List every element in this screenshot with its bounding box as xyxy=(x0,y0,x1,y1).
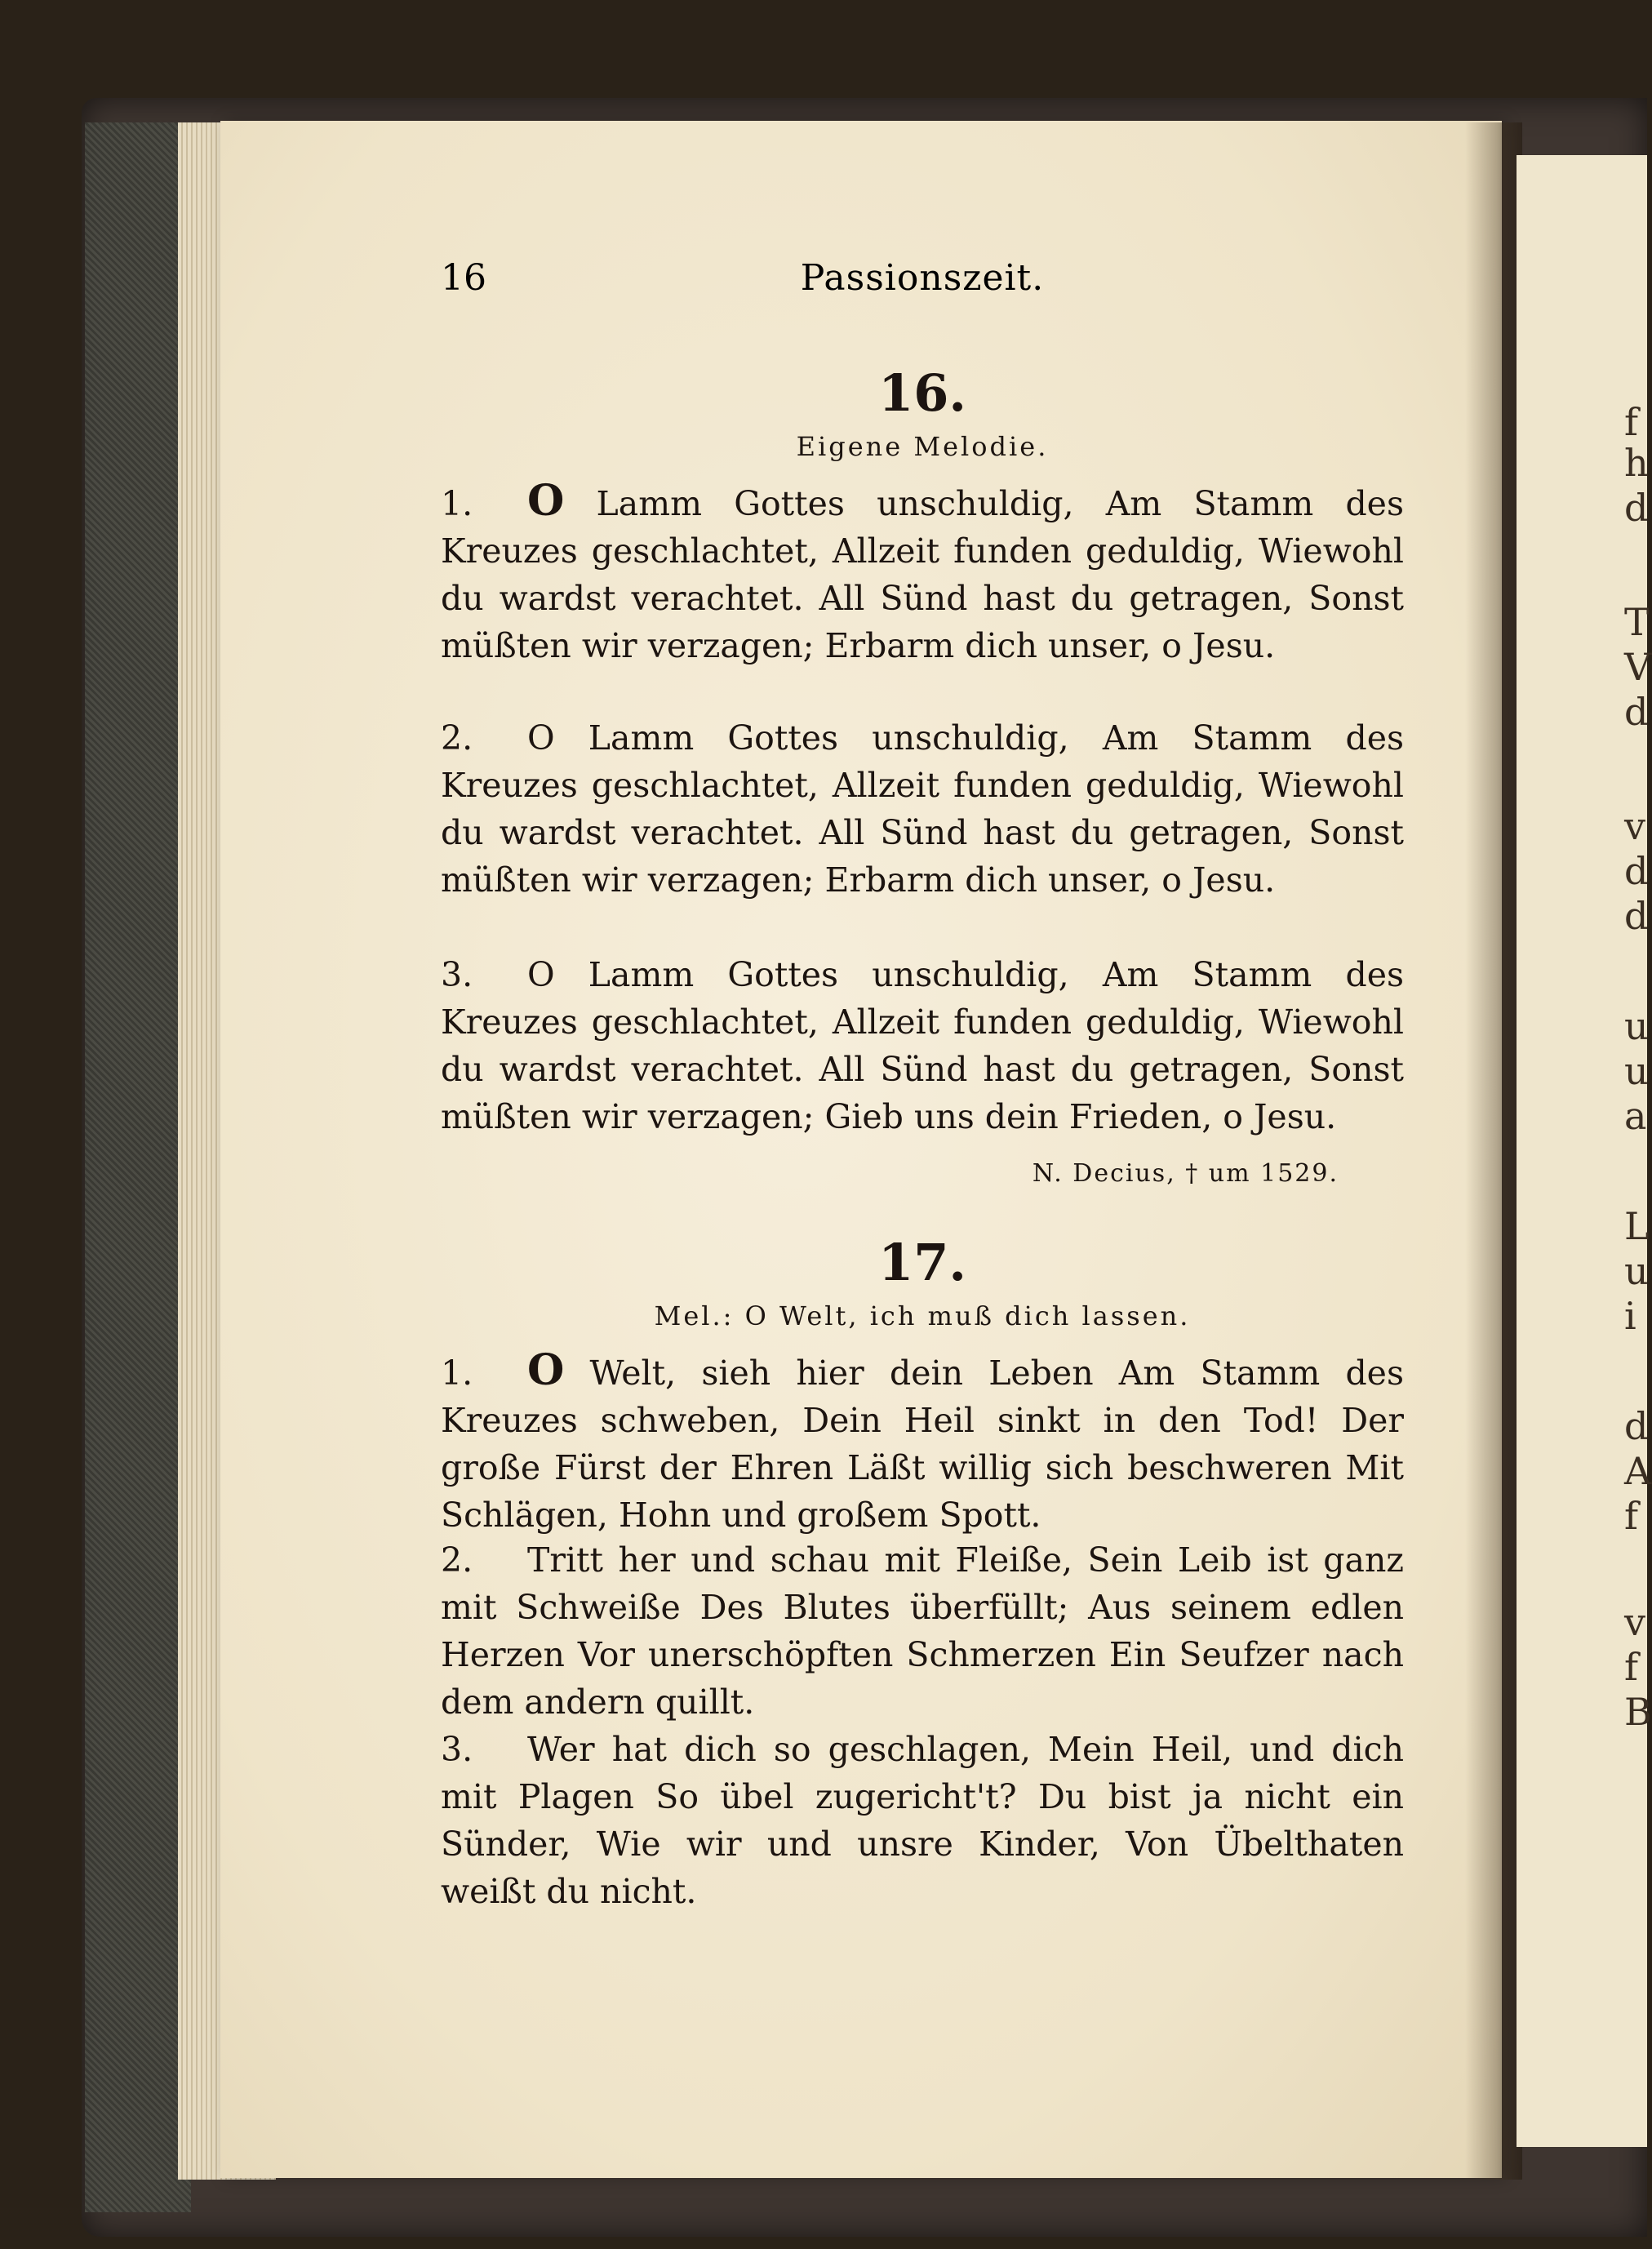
verse xyxy=(441,478,1404,669)
right-page-fragment: V xyxy=(1624,645,1652,689)
page-number: 16 xyxy=(441,257,486,299)
running-head: Passionszeit. xyxy=(800,257,1045,299)
right-page-fragment: d xyxy=(1624,849,1649,893)
right-page-fragment: u xyxy=(1624,1049,1649,1093)
verse-text: O Lamm Gottes unschuldig, Am Stamm des Kreuzes geschlachtet, Allzeit funden geduldig, Wiewohl du wardst verachtet. All Sünd hast du getragen, Sonst müßten wir verzagen; Erbarm dich unser, o Jesu. xyxy=(441,718,1404,900)
verse-text: Welt, sieh hier dein Leben Am Stamm des Kreuzes schweben, Dein Heil sinkt in den Tod! Der große Fürst der Ehren Läßt willig sich beschweren Mit Schlägen, Hohn und großem Spott. xyxy=(441,1353,1404,1535)
verse xyxy=(441,1347,1404,1539)
hymn-number: 16. xyxy=(878,363,966,423)
right-page-fragment: d xyxy=(1624,894,1649,938)
melody-line: Mel.: O Welt, ich muß dich lassen. xyxy=(654,1300,1191,1331)
hymn-number: 17. xyxy=(878,1233,966,1292)
right-page-fragment: u xyxy=(1624,1004,1649,1048)
right-page-fragment: L xyxy=(1624,1204,1650,1248)
right-page-fragment: f xyxy=(1624,1645,1639,1689)
right-page-fragment: f xyxy=(1624,1494,1639,1538)
verse-text: Tritt her und schau mit Fleiße, Sein Leib ist ganz mit Schweiße Des Blutes überfüllt; Aus seinem edlen Herzen Vor unerschöpften Schmerzen Ein Seufzer nach dem andern quillt. xyxy=(441,1540,1404,1722)
spine-cloth xyxy=(85,122,191,2212)
right-page-fragment: d xyxy=(1624,486,1649,530)
drop-initial: O xyxy=(527,1345,565,1395)
verse xyxy=(441,1726,1404,1915)
verse-number: 1. xyxy=(441,1353,473,1393)
melody-line: Eigene Melodie. xyxy=(796,431,1049,462)
right-page-fragment: h xyxy=(1624,441,1649,485)
right-page-edge xyxy=(1517,155,1652,2147)
verse-number: 2. xyxy=(441,718,473,758)
verse-number: 3. xyxy=(441,1730,473,1769)
right-page-fragment: A xyxy=(1624,1449,1652,1493)
right-page-fragment: v xyxy=(1624,804,1645,848)
right-page-fragment: d xyxy=(1624,690,1649,734)
right-page-fragment: T xyxy=(1624,600,1650,644)
verse-text: O Lamm Gottes unschuldig, Am Stamm des Kreuzes geschlachtet, Allzeit funden geduldig, Wiewohl du wardst verachtet. All Sünd hast du getragen, Sonst müßten wir verzagen; Gieb uns dein Frieden, o Jesu. xyxy=(441,955,1404,1136)
right-page-fragment: a xyxy=(1624,1094,1647,1138)
verse-number: 3. xyxy=(441,955,473,994)
right-page-fragment: B xyxy=(1624,1690,1652,1734)
right-page-fragment: u xyxy=(1624,1249,1649,1293)
page-header xyxy=(441,257,1404,306)
right-page-fragment: f xyxy=(1624,400,1639,444)
page-gutter xyxy=(1465,122,1522,2180)
verse-text: Wer hat dich so geschlagen, Mein Heil, und dich mit Plagen So übel zugericht't? Du bist ja nicht ein Sünder, Wie wir und unsre Kinder, Von Übelthaten weißt du nicht. xyxy=(441,1730,1404,1911)
author-attribution: N. Decius, † um 1529. xyxy=(1032,1159,1339,1188)
verse xyxy=(441,714,1404,904)
verse xyxy=(441,951,1404,1140)
verse-number: 1. xyxy=(441,484,473,523)
drop-initial: O xyxy=(527,476,565,526)
verse-number: 2. xyxy=(441,1540,473,1580)
right-page-fragment: v xyxy=(1624,1600,1645,1644)
right-page-fragment: i xyxy=(1624,1294,1636,1338)
right-page-fragment: d xyxy=(1624,1404,1649,1448)
verse-text: Lamm Gottes unschuldig, Am Stamm des Kreuzes geschlachtet, Allzeit funden geduldig, Wiewohl du wardst verachtet. All Sünd hast du getragen, Sonst müßten wir verzagen; Erbarm dich unser, o Jesu. xyxy=(441,484,1404,665)
verse xyxy=(441,1536,1404,1726)
